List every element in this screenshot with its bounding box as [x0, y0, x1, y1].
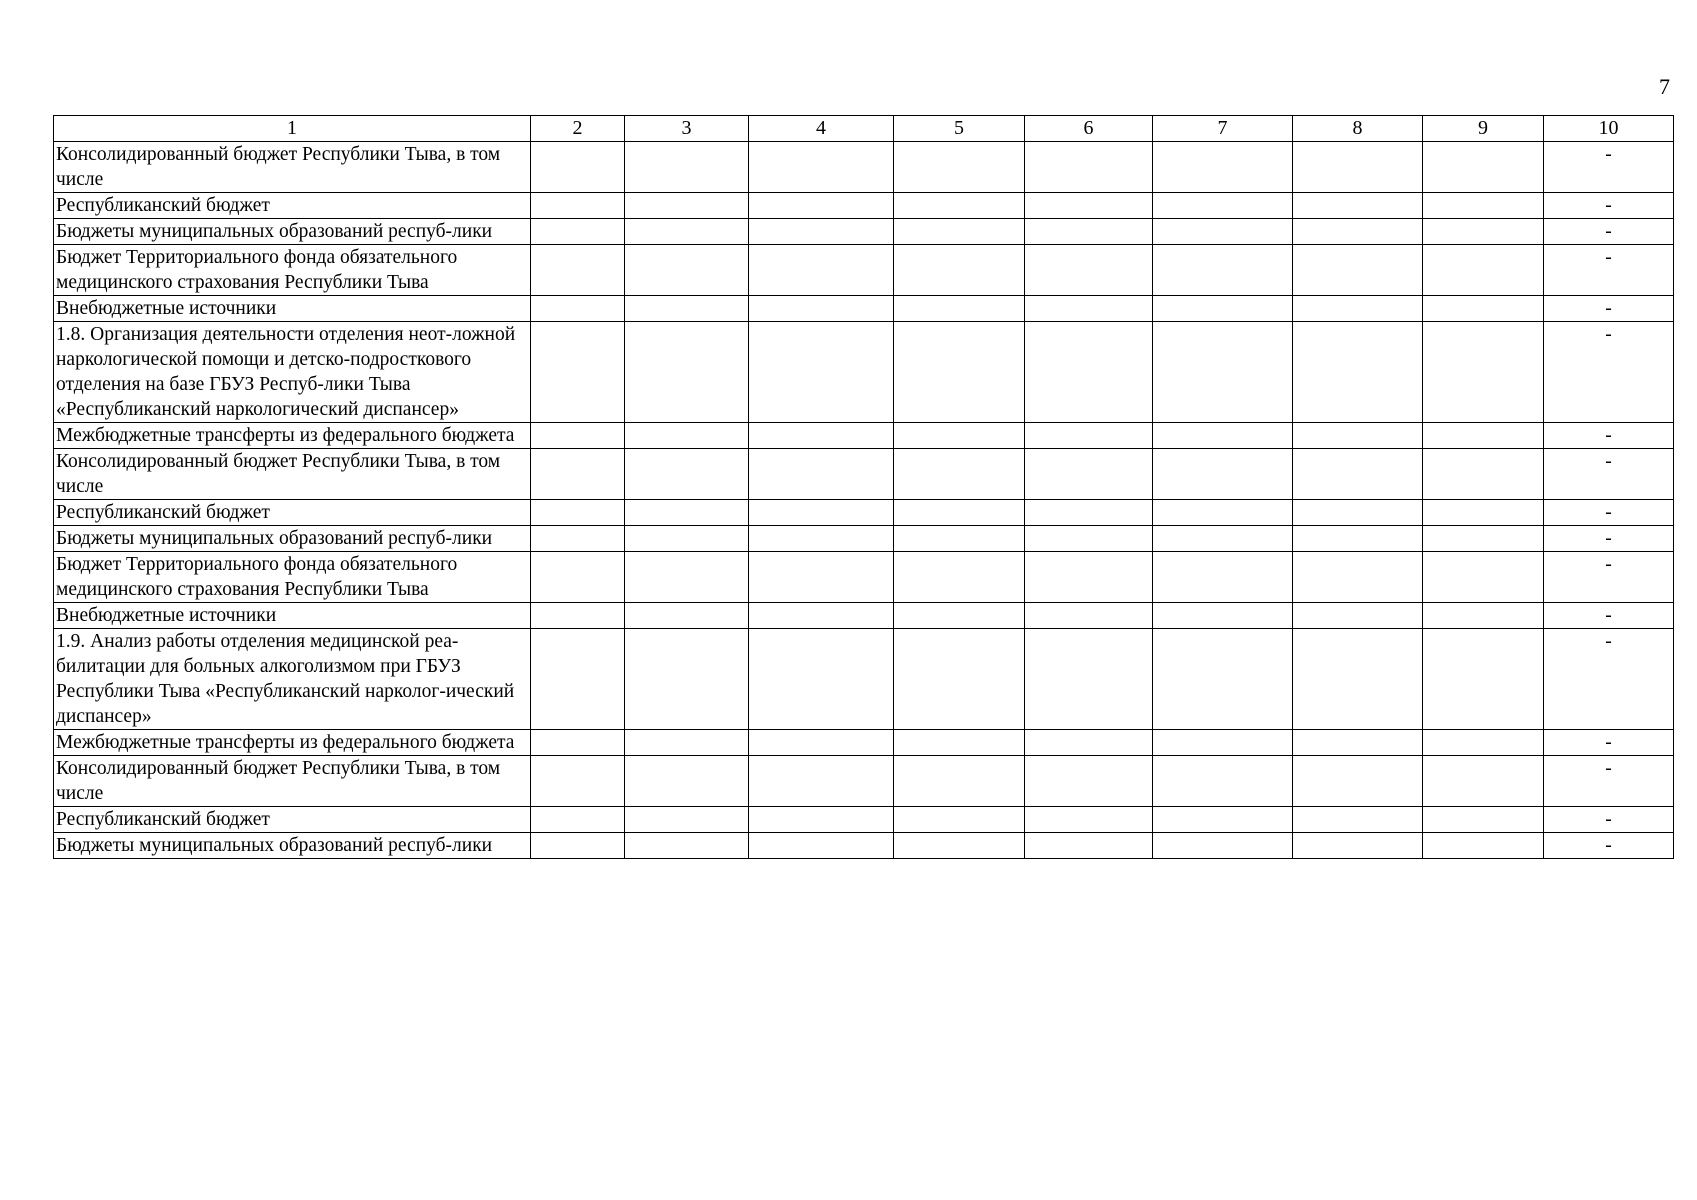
table-cell [1025, 245, 1153, 296]
col10-value: - [1544, 193, 1674, 219]
table-cell [894, 449, 1025, 500]
table-cell [1153, 603, 1293, 629]
table-cell [531, 552, 625, 603]
table-cell [1423, 322, 1544, 423]
table-cell [531, 142, 625, 193]
table-cell [1025, 526, 1153, 552]
table-cell [894, 552, 1025, 603]
row-label: Республиканский бюджет [54, 500, 531, 526]
table-cell [1025, 833, 1153, 859]
col10-value: - [1544, 833, 1674, 859]
table-cell [894, 219, 1025, 245]
row-label: Межбюджетные трансферты из федерального бюджета [54, 423, 531, 449]
table-cell [1293, 193, 1423, 219]
col10-value: - [1544, 552, 1674, 603]
table-cell [625, 730, 749, 756]
table-cell [894, 730, 1025, 756]
column-header-5: 5 [894, 116, 1025, 142]
table-cell [749, 142, 894, 193]
table-cell [1293, 423, 1423, 449]
table-cell [1423, 193, 1544, 219]
row-label: Республиканский бюджет [54, 193, 531, 219]
table-row [54, 730, 1674, 756]
page-number: 7 [1659, 74, 1670, 99]
table-cell [749, 807, 894, 833]
table-cell [531, 219, 625, 245]
table-row [54, 219, 1674, 245]
table-cell [894, 807, 1025, 833]
table-cell [1025, 449, 1153, 500]
table-cell [1423, 603, 1544, 629]
table-cell [1293, 245, 1423, 296]
table-cell [1153, 629, 1293, 730]
column-header-8: 8 [1293, 116, 1423, 142]
table-cell [625, 296, 749, 322]
table-cell [1423, 730, 1544, 756]
table-cell [749, 629, 894, 730]
table-row [54, 423, 1674, 449]
table-cell [1293, 322, 1423, 423]
table-cell [1293, 603, 1423, 629]
table-cell [531, 193, 625, 219]
table-cell [894, 500, 1025, 526]
table-cell [531, 296, 625, 322]
column-header-3: 3 [625, 116, 749, 142]
table-cell [625, 603, 749, 629]
col10-value: - [1544, 807, 1674, 833]
table-cell [1025, 322, 1153, 423]
column-header-10: 10 [1544, 116, 1674, 142]
col10-value: - [1544, 322, 1674, 423]
table-cell [625, 193, 749, 219]
table-cell [625, 807, 749, 833]
table-cell [749, 193, 894, 219]
table-cell [531, 500, 625, 526]
table-cell [531, 730, 625, 756]
table-cell [1153, 526, 1293, 552]
table-row [54, 526, 1674, 552]
table-row [54, 142, 1674, 193]
table-cell [894, 193, 1025, 219]
row-label: 1.9. Анализ работы отделения медицинской реа-билитации для больных алкоголизмом при ГБУЗ Республики Тыва «Республиканский нарколог-ический диспансер» [54, 629, 531, 730]
table-cell [749, 526, 894, 552]
table-cell [1025, 807, 1153, 833]
col10-value: - [1544, 449, 1674, 500]
table-cell [894, 629, 1025, 730]
table-cell [749, 833, 894, 859]
table-cell [1153, 833, 1293, 859]
row-label: Бюджет Территориального фонда обязательного медицинского страхования Республики Тыва [54, 552, 531, 603]
col10-value: - [1544, 142, 1674, 193]
table-cell [894, 142, 1025, 193]
col10-value: - [1544, 219, 1674, 245]
column-header-2: 2 [531, 116, 625, 142]
table-cell [1423, 629, 1544, 730]
column-header-7: 7 [1153, 116, 1293, 142]
table-cell [625, 552, 749, 603]
col10-value: - [1544, 730, 1674, 756]
col10-value: - [1544, 500, 1674, 526]
table-cell [749, 296, 894, 322]
table-cell [625, 833, 749, 859]
row-label: Бюджеты муниципальных образований респуб-лики [54, 219, 531, 245]
col10-value: - [1544, 423, 1674, 449]
table-cell [749, 219, 894, 245]
table-cell [749, 322, 894, 423]
table-cell [531, 449, 625, 500]
table-cell [1293, 807, 1423, 833]
table-cell [531, 833, 625, 859]
table-cell [894, 756, 1025, 807]
table-cell [1423, 807, 1544, 833]
table-row [54, 449, 1674, 500]
table-cell [625, 526, 749, 552]
column-header-4: 4 [749, 116, 894, 142]
table-cell [1293, 552, 1423, 603]
row-label: Консолидированный бюджет Республики Тыва, в том числе [54, 449, 531, 500]
table-row [54, 807, 1674, 833]
table-cell [531, 245, 625, 296]
table-cell [749, 603, 894, 629]
table-cell [1025, 730, 1153, 756]
table-cell [1153, 296, 1293, 322]
table-cell [1293, 449, 1423, 500]
col10-value: - [1544, 296, 1674, 322]
table-cell [1293, 142, 1423, 193]
table-row [54, 552, 1674, 603]
col10-value: - [1544, 526, 1674, 552]
table-cell [1153, 245, 1293, 296]
table-cell [531, 423, 625, 449]
column-header-9: 9 [1423, 116, 1544, 142]
table-cell [531, 526, 625, 552]
table-cell [1153, 219, 1293, 245]
table-cell [749, 423, 894, 449]
table-cell [1025, 193, 1153, 219]
table-cell [1423, 423, 1544, 449]
table-cell [1423, 526, 1544, 552]
table-cell [531, 603, 625, 629]
row-label: Бюджеты муниципальных образований респуб-лики [54, 833, 531, 859]
table-cell [1423, 296, 1544, 322]
table-cell [1153, 423, 1293, 449]
table-cell [894, 526, 1025, 552]
table-cell [1293, 730, 1423, 756]
table-cell [894, 423, 1025, 449]
table-cell [749, 245, 894, 296]
table-cell [625, 423, 749, 449]
table-cell [1025, 500, 1153, 526]
table-row [54, 245, 1674, 296]
col10-value: - [1544, 603, 1674, 629]
table-cell [1025, 756, 1153, 807]
table-cell [531, 629, 625, 730]
table-cell [1025, 296, 1153, 322]
table-cell [1153, 552, 1293, 603]
table-cell [1153, 449, 1293, 500]
table-row [54, 629, 1674, 730]
table-cell [625, 219, 749, 245]
table-cell [1153, 807, 1293, 833]
row-label: Консолидированный бюджет Республики Тыва, в том числе [54, 756, 531, 807]
table-cell [625, 449, 749, 500]
table-cell [749, 552, 894, 603]
col10-value: - [1544, 756, 1674, 807]
table-cell [1153, 142, 1293, 193]
row-label: Консолидированный бюджет Республики Тыва, в том числе [54, 142, 531, 193]
table-cell [625, 245, 749, 296]
table-row [54, 193, 1674, 219]
table-cell [1423, 142, 1544, 193]
table-cell [1423, 756, 1544, 807]
table-cell [625, 322, 749, 423]
row-label: Внебюджетные источники [54, 296, 531, 322]
table-cell [894, 245, 1025, 296]
table-cell [1025, 219, 1153, 245]
table-cell [531, 322, 625, 423]
table-body [54, 142, 1674, 859]
table-cell [749, 500, 894, 526]
table-cell [1025, 423, 1153, 449]
col10-value: - [1544, 629, 1674, 730]
table-cell [1153, 322, 1293, 423]
table-cell [749, 730, 894, 756]
table-cell [625, 629, 749, 730]
table-cell [1293, 756, 1423, 807]
table-cell [1293, 629, 1423, 730]
table-cell [1423, 552, 1544, 603]
table-row [54, 322, 1674, 423]
table-cell [1423, 245, 1544, 296]
table-cell [531, 756, 625, 807]
table-cell [1293, 500, 1423, 526]
table-cell [894, 603, 1025, 629]
column-header-1: 1 [54, 116, 531, 142]
table-cell [749, 449, 894, 500]
table-row [54, 296, 1674, 322]
col10-value: - [1544, 245, 1674, 296]
table-cell [1423, 833, 1544, 859]
table-cell [1153, 500, 1293, 526]
table-cell [1025, 552, 1153, 603]
table-cell [1293, 219, 1423, 245]
table-cell [1423, 449, 1544, 500]
table-cell [894, 833, 1025, 859]
table-cell [625, 756, 749, 807]
table-cell [1153, 756, 1293, 807]
column-header-6: 6 [1025, 116, 1153, 142]
budget-table [53, 115, 1674, 859]
table-cell [1423, 500, 1544, 526]
header-row [54, 116, 1674, 142]
table-cell [894, 296, 1025, 322]
table-cell [749, 756, 894, 807]
table-row [54, 603, 1674, 629]
table-cell [625, 500, 749, 526]
table-cell [1153, 730, 1293, 756]
table-cell [1423, 219, 1544, 245]
table-cell [1293, 296, 1423, 322]
table-cell [1025, 603, 1153, 629]
row-label: Внебюджетные источники [54, 603, 531, 629]
table-row [54, 756, 1674, 807]
table-row [54, 833, 1674, 859]
table-cell [1025, 142, 1153, 193]
table-cell [531, 807, 625, 833]
row-label: Межбюджетные трансферты из федерального бюджета [54, 730, 531, 756]
table-cell [1293, 833, 1423, 859]
row-label: Бюджеты муниципальных образований респуб-лики [54, 526, 531, 552]
table-row [54, 500, 1674, 526]
row-label: 1.8. Организация деятельности отделения неот-ложной наркологической помощи и детско-подросткового отделения на базе ГБУЗ Респуб-лики Тыва «Республиканский наркологический диспансер» [54, 322, 531, 423]
row-label: Республиканский бюджет [54, 807, 531, 833]
row-label: Бюджет Территориального фонда обязательного медицинского страхования Республики Тыва [54, 245, 531, 296]
table-cell [1153, 193, 1293, 219]
table-cell [1025, 629, 1153, 730]
table-cell [1293, 526, 1423, 552]
table-cell [894, 322, 1025, 423]
table-cell [625, 142, 749, 193]
